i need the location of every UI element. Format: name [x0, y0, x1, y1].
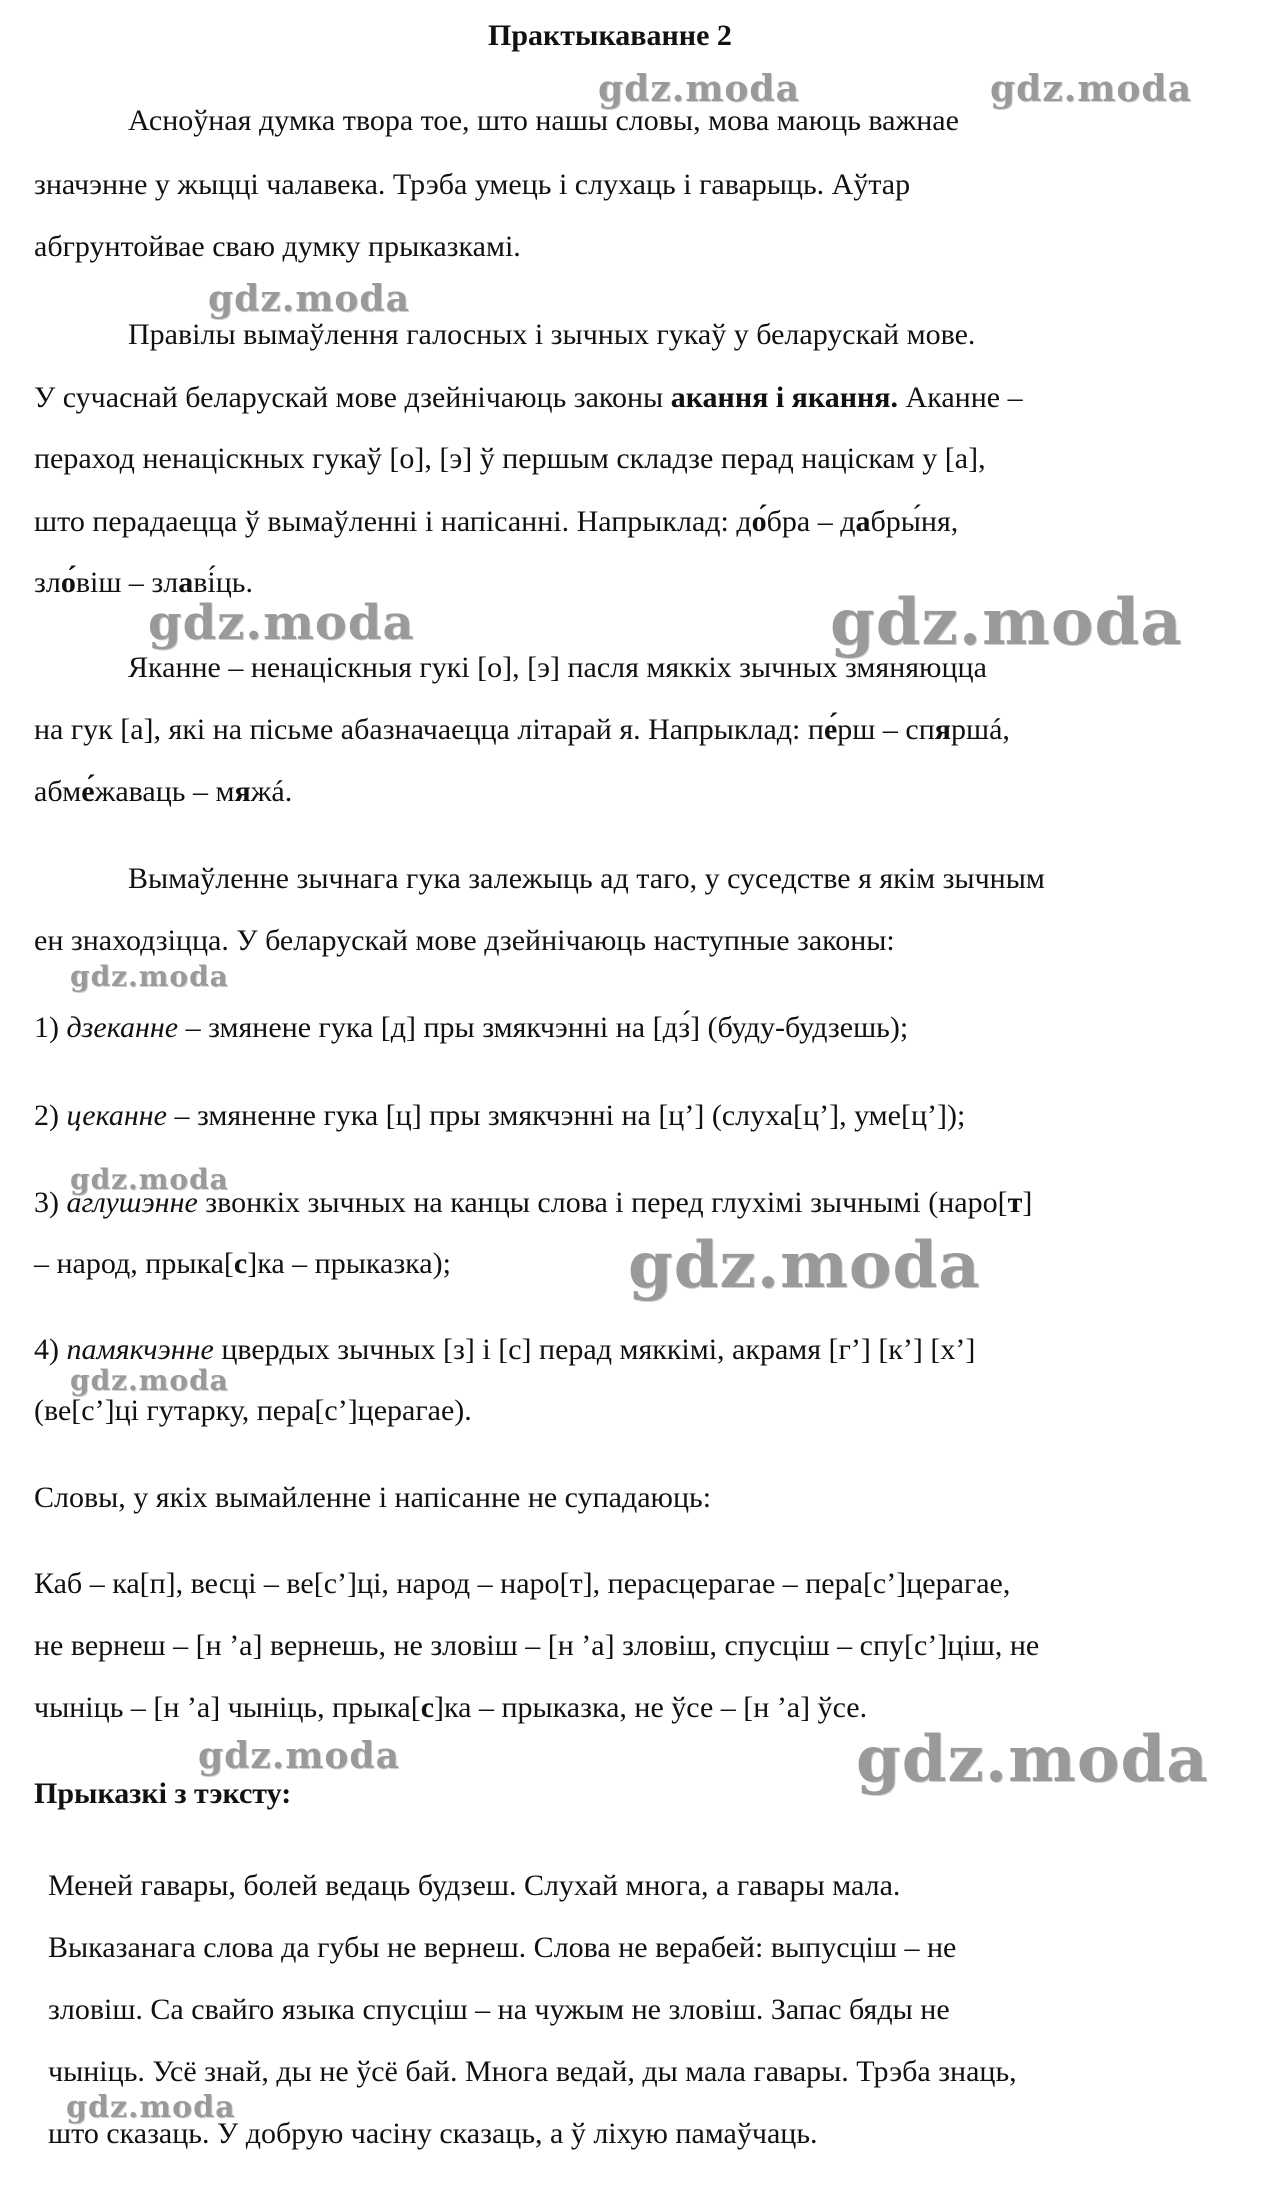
bold-letter: т — [1007, 1186, 1023, 1219]
list-number: 2) — [34, 1099, 67, 1132]
watermark: gdz.moda — [208, 278, 410, 320]
text-run: ]ка – прыказка, не ўсе – [н ’а] ўсе. — [434, 1691, 868, 1724]
paragraph-line: Вымаўленне зычнага гука залежыць ад таго, у суседстве я якім зычным — [128, 862, 1045, 895]
stressed-vowel: о́ — [60, 566, 76, 599]
text-run: звонкіх зычных на канцы слова і перед глухімі зычнымі (наро[ — [197, 1186, 1008, 1219]
list-number: 4) — [34, 1333, 67, 1366]
text-run: што перадаецца ў вымаўленні і напісанні. Напрыклад: д — [34, 505, 752, 538]
paragraph-line: Яканне – ненаціскныя гукі [о], [э] пасля мяккіх зычных змяняюцца — [128, 651, 987, 684]
paragraph-line — [34, 565, 253, 601]
paragraph-line — [34, 774, 292, 810]
watermark: gdz.moda — [70, 960, 229, 993]
watermark: gdz.moda — [198, 1735, 400, 1777]
stressed-vowel: е́ — [823, 713, 838, 746]
text-run: ршá, — [951, 713, 1010, 746]
text-run: рш – сп — [837, 713, 935, 746]
watermark: gdz.moda — [598, 68, 800, 110]
text-run: – змяненне гука [ц] пры змякчэнні на [ц’] (слуха[ц’], уме[ц’]); — [166, 1099, 966, 1132]
law-term: памякчэнне — [66, 1333, 214, 1366]
words-line: Каб – ка[п], весці – ве[с’]ці, народ – наро[т], перасцерагае – пера[с’]церагае, — [34, 1567, 1011, 1600]
law-item-1 — [34, 1010, 908, 1046]
law-item-3 — [34, 1185, 1032, 1221]
paragraph-line — [34, 380, 1023, 416]
law-term: аглушэнне — [66, 1186, 198, 1219]
term-bold: акання і якання. — [670, 381, 899, 414]
watermark: gdz.moda — [856, 1722, 1209, 1797]
page-title: Практыкаванне 2 — [488, 19, 732, 52]
stressed-vowel: я — [934, 713, 951, 746]
watermark: gdz.moda — [66, 2090, 236, 2125]
proverbs-heading: Прыказкі з тэксту: — [34, 1777, 292, 1810]
law-item-3-cont — [34, 1246, 451, 1282]
text-run: – народ, прыка[ — [34, 1247, 234, 1280]
words-intro: Словы, у якіх вымайленне і напісанне не супадаюць: — [34, 1481, 712, 1514]
stressed-vowel: я — [234, 775, 251, 808]
bold-letter: с — [233, 1247, 248, 1280]
text-run: віш – зл — [75, 566, 179, 599]
list-number: 3) — [34, 1186, 67, 1219]
paragraph-line — [34, 504, 958, 540]
text-run: У сучаснай беларускай мове дзейнічаюць законы — [34, 381, 671, 414]
list-number: 1) — [34, 1011, 67, 1044]
law-item-2 — [34, 1098, 965, 1134]
paragraph-line: ен знаходзіцца. У беларускай мове дзейнічаюць наступные законы: — [34, 924, 895, 957]
text-run: бры́ня, — [870, 505, 959, 538]
proverb-line: чыніць. Усё знай, ды не ўсё бай. Многа ведай, ды мала гавары. Трэба знаць, — [48, 2055, 1017, 2088]
text-run: ві́ць. — [193, 566, 253, 599]
proverb-line: Выказанага слова да губы не вернеш. Слова не верабей: выпусціш – не — [48, 1931, 957, 1964]
paragraph-line: абгрунтойвае сваю думку прыказкамі. — [34, 230, 521, 263]
paragraph-line: Правілы вымаўлення галосных і зычных гукаў у беларускай мове. — [128, 318, 976, 351]
text-run: чыніць – [н ’а] чыніць, прыка[ — [34, 1691, 421, 1724]
text-run: Аканне – — [898, 381, 1023, 414]
stressed-vowel: а — [178, 566, 194, 599]
text-run: абм — [34, 775, 82, 808]
text-run: ] — [1022, 1186, 1033, 1219]
text-run: жаваць – м — [94, 775, 235, 808]
words-line — [34, 1690, 867, 1726]
text-run: зл — [34, 566, 61, 599]
watermark: gdz.moda — [990, 68, 1192, 110]
proverb-line: Меней гавары, болей ведаць будзеш. Слухай многа, а гавары мала. — [48, 1869, 901, 1902]
law-term: дзеканне — [66, 1011, 179, 1044]
watermark: gdz.moda — [148, 595, 415, 651]
stressed-vowel: е́ — [81, 775, 95, 808]
words-line: не вернеш – [н ’а] вернешь, не зловіш – [н ’а] зловіш, спусціш – спу[с’]ціш, не — [34, 1629, 1040, 1662]
watermark: gdz.moda — [628, 1228, 981, 1303]
paragraph-line: значэнне у жыцці чалавека. Трэба умець і слухаць і гаварыць. Аўтар — [34, 168, 911, 201]
paragraph-line — [34, 712, 1010, 748]
bold-letter: с — [420, 1691, 435, 1724]
law-item-4 — [34, 1332, 975, 1368]
proverb-line: зловіш. Са свайго языка спусціш – на чужым не зловіш. Запас бяды не — [48, 1993, 950, 2026]
stressed-vowel: о́ — [751, 505, 767, 538]
law-term: цеканне — [66, 1099, 167, 1132]
watermark: gdz.moda — [70, 1364, 229, 1397]
watermark: gdz.moda — [70, 1163, 229, 1196]
watermark: gdz.moda — [830, 585, 1183, 660]
paragraph-line: Асноўная думка твора тое, што нашы словы, мова маюць важнае — [128, 104, 959, 137]
paragraph-line: пераход ненаціскных гукаў [о], [э] ў першым складзе перад націскам у [а], — [34, 442, 986, 475]
text-run: – змянене гука [д] пры змякчэнні на [дз́] (буду-будзешь); — [178, 1011, 909, 1044]
proverb-line: што сказаць. У добрую часіну сказаць, а ў ліхую памаўчаць. — [48, 2117, 818, 2150]
stressed-vowel: а — [855, 505, 871, 538]
law-item-4-cont: (ве[с’]ці гутарку, пера[с’]церагае). — [34, 1394, 472, 1427]
text-run: жá. — [250, 775, 293, 808]
text-run: ]ка – прыказка); — [247, 1247, 451, 1280]
text-run: бра – д — [766, 505, 856, 538]
text-run: цвердых зычных [з] і [с] перад мяккімі, акрамя [г’] [к’] [х’] — [213, 1333, 976, 1366]
text-run: на гук [а], які на пісьме абазначаецца літарай я. Напрыклад: п — [34, 713, 824, 746]
